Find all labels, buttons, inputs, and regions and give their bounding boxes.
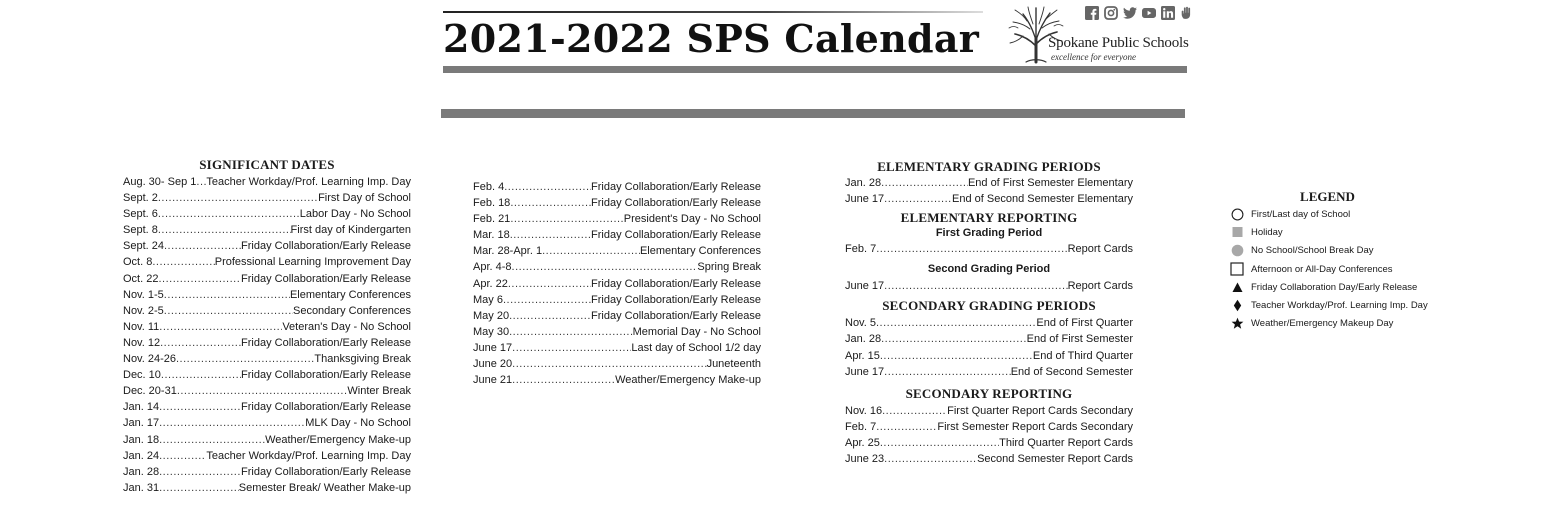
date-row xyxy=(845,364,1133,380)
date-row xyxy=(123,480,411,496)
row-date: Jan. 28 xyxy=(845,177,882,189)
star-icon xyxy=(1230,317,1244,331)
date-row xyxy=(473,292,761,308)
dot-leader xyxy=(159,399,241,415)
date-row xyxy=(473,340,761,356)
date-row xyxy=(845,348,1133,364)
date-row xyxy=(845,403,1133,419)
row-date: Nov. 24-26 xyxy=(123,353,176,366)
legend-label: Weather/Emergency Makeup Day xyxy=(1251,318,1394,330)
dot-leader xyxy=(509,308,591,324)
date-row xyxy=(845,315,1133,331)
row-event: Friday Collaboration/Early Release xyxy=(241,401,411,414)
row-event: End of First Semester xyxy=(1026,333,1133,346)
legend-item xyxy=(1230,223,1440,241)
date-row xyxy=(845,435,1133,451)
row-date: Feb. 18 xyxy=(473,197,511,210)
legend-label: Friday Collaboration Day/Early Release xyxy=(1251,281,1418,293)
row-event: Semester Break/ Weather Make-up xyxy=(238,481,411,494)
legend-section xyxy=(1230,189,1440,333)
significant-dates-heading: SIGNIFICANT DATES xyxy=(199,157,335,172)
date-row xyxy=(123,383,411,399)
row-event: Elementary Conferences xyxy=(639,245,761,258)
open-square-icon xyxy=(1230,262,1244,276)
row-date: Feb. 21 xyxy=(473,213,511,226)
first-grading-period-list xyxy=(845,241,1133,257)
dot-leader xyxy=(512,372,615,388)
row-date: Sept. 2 xyxy=(123,192,158,205)
dot-leader xyxy=(510,195,591,211)
row-event: First Day of School xyxy=(318,192,411,205)
row-date: Nov. 12 xyxy=(123,336,161,349)
elementary-reporting-heading: ELEMENTARY REPORTING xyxy=(900,210,1078,226)
row-date: Dec. 10 xyxy=(123,369,161,382)
row-event: End of Second Semester xyxy=(1010,365,1133,378)
date-row xyxy=(123,351,411,367)
first-grading-period-heading: First Grading Period xyxy=(935,227,1043,240)
date-row xyxy=(473,308,761,324)
row-event: Elementary Conferences xyxy=(289,288,411,301)
dot-leader xyxy=(508,276,591,292)
date-row xyxy=(123,399,411,415)
second-grading-period-list xyxy=(845,278,1133,294)
page-header xyxy=(443,0,1187,74)
row-date: June 17 xyxy=(845,193,885,206)
dot-leader xyxy=(159,480,239,496)
legend-item xyxy=(1230,242,1440,260)
row-event: First Semester Report Cards Secondary xyxy=(937,420,1133,433)
spring-dates-section xyxy=(473,179,761,388)
dot-leader xyxy=(510,227,591,243)
significant-dates-section xyxy=(123,157,411,496)
dot-leader xyxy=(882,403,947,419)
row-event: Teacher Workday/Prof. Learning Imp. Day xyxy=(206,176,411,188)
row-event: Third Quarter Report Cards xyxy=(999,436,1133,449)
row-date: June 17 xyxy=(473,341,513,354)
legend-label: Teacher Workday/Prof. Learning Imp. Day xyxy=(1251,300,1428,312)
section-divider-bar xyxy=(441,109,1185,118)
open-circle-icon xyxy=(1230,207,1244,221)
row-date: Jan. 14 xyxy=(123,401,160,414)
row-date: June 21 xyxy=(473,374,513,387)
row-date: Nov. 1-5 xyxy=(123,288,164,301)
row-event: Friday Collaboration/Early Release xyxy=(591,293,761,306)
row-event: Spring Break xyxy=(697,261,761,274)
dot-leader xyxy=(176,351,314,367)
dot-leader xyxy=(876,419,937,435)
row-event: President's Day - No School xyxy=(623,213,761,226)
date-row xyxy=(473,276,761,292)
row-date: Dec. 20-31 xyxy=(123,385,177,398)
row-date: Sept. 6 xyxy=(123,208,158,221)
row-event: Weather/Emergency Make-up xyxy=(265,433,411,446)
row-event: Weather/Emergency Make-up xyxy=(615,374,761,387)
dot-leader xyxy=(512,356,706,372)
row-date: May 20 xyxy=(473,309,510,322)
row-event: Labor Day - No School xyxy=(299,208,411,221)
row-event: Friday Collaboration/Early Release xyxy=(241,240,411,253)
dot-leader xyxy=(884,278,1067,294)
date-row xyxy=(845,451,1133,467)
row-date: June 17 xyxy=(845,365,885,378)
sps-logo[interactable] xyxy=(1006,4,1189,64)
row-date: Nov. 16 xyxy=(845,404,883,417)
date-row xyxy=(123,303,411,319)
row-date: Feb. 7 xyxy=(845,420,877,433)
date-row xyxy=(123,271,411,287)
date-row xyxy=(845,278,1133,294)
dot-leader xyxy=(159,448,206,464)
date-row xyxy=(473,179,761,195)
logo-name: Spokane Public Schools xyxy=(1048,35,1189,51)
dot-leader xyxy=(512,259,698,275)
dot-leader xyxy=(159,464,241,480)
header-divider-bar xyxy=(443,66,1187,73)
secondary-reporting-list xyxy=(845,403,1133,467)
date-row xyxy=(473,372,761,388)
date-row xyxy=(123,319,411,335)
dot-leader xyxy=(509,324,633,340)
row-date: Nov. 2-5 xyxy=(123,304,164,317)
row-event: Winter Break xyxy=(347,385,411,398)
dot-leader xyxy=(196,174,206,190)
row-date: Sept. 24 xyxy=(123,240,164,253)
dot-leader xyxy=(503,292,591,308)
significant-dates-list xyxy=(123,174,411,496)
dot-leader xyxy=(880,348,1033,364)
dot-leader xyxy=(510,211,623,227)
dot-leader xyxy=(158,222,291,238)
legend-label: No School/School Break Day xyxy=(1251,245,1374,257)
dot-leader xyxy=(158,190,318,206)
dot-leader xyxy=(161,367,241,383)
row-event: Veteran's Day - No School xyxy=(282,320,411,333)
date-row xyxy=(473,259,761,275)
date-row xyxy=(473,243,761,259)
row-date: Oct. 22 xyxy=(123,272,159,285)
row-date: May 30 xyxy=(473,325,510,338)
page-title: 2021-2022 SPS Calendar xyxy=(443,16,980,61)
elementary-grading-heading: ELEMENTARY GRADING PERIODS xyxy=(877,159,1101,174)
row-event: End of Second Semester Elementary xyxy=(952,193,1133,206)
dot-leader xyxy=(177,383,348,399)
date-row xyxy=(123,174,411,190)
row-event: Friday Collaboration/Early Release xyxy=(591,309,761,322)
dot-leader xyxy=(164,238,241,254)
dot-leader xyxy=(164,287,290,303)
legend-item xyxy=(1230,315,1440,333)
row-event: End of Third Quarter xyxy=(1032,349,1133,362)
row-event: Friday Collaboration/Early Release xyxy=(591,229,761,242)
dot-leader xyxy=(880,435,999,451)
row-event: MLK Day - No School xyxy=(305,417,411,430)
row-date: Aug. 30- Sep 1 xyxy=(123,176,197,188)
row-event: Friday Collaboration/Early Release xyxy=(241,272,411,285)
row-event: End of First Semester Elementary xyxy=(967,177,1133,189)
row-date: Mar. 18 xyxy=(473,229,510,242)
date-row xyxy=(123,367,411,383)
legend-item xyxy=(1230,205,1440,223)
row-event: Report Cards xyxy=(1067,280,1133,293)
row-event: Memorial Day - No School xyxy=(632,325,761,338)
row-event: First day of Kindergarten xyxy=(290,224,411,237)
row-event: Last day of School 1/2 day xyxy=(631,341,761,354)
logo-tagline: excellence for everyone xyxy=(1051,52,1136,62)
row-date: June 17 xyxy=(845,280,885,293)
grading-reporting-section xyxy=(845,159,1133,467)
row-event: Friday Collaboration/Early Release xyxy=(591,181,761,193)
row-event: Friday Collaboration/Early Release xyxy=(241,336,411,349)
row-date: Sept. 8 xyxy=(123,224,158,237)
row-date: June 20 xyxy=(473,358,513,371)
spring-dates-list xyxy=(473,179,761,388)
row-event: Teacher Workday/Prof. Learning Imp. Day xyxy=(206,449,411,462)
row-event: Second Semester Report Cards xyxy=(977,453,1133,466)
legend-item xyxy=(1230,260,1440,278)
row-date: Jan. 31 xyxy=(123,481,160,494)
date-row xyxy=(473,195,761,211)
row-date: Apr. 22 xyxy=(473,277,508,290)
triangle-icon xyxy=(1230,280,1244,294)
date-row xyxy=(123,415,411,431)
legend-item xyxy=(1230,278,1440,296)
diamond-icon xyxy=(1230,299,1244,313)
row-event: End of First Quarter xyxy=(1036,317,1133,330)
row-date: Apr. 4-8 xyxy=(473,261,512,274)
row-date: Nov. 5 xyxy=(845,317,876,330)
date-row xyxy=(473,356,761,372)
row-event: Report Cards xyxy=(1067,243,1133,256)
row-date: Jan. 28 xyxy=(845,333,882,346)
dot-leader xyxy=(876,315,1036,331)
row-date: Oct. 8 xyxy=(123,256,153,269)
row-date: Feb. 4 xyxy=(473,181,505,193)
legend-item xyxy=(1230,296,1440,314)
dot-leader xyxy=(152,254,214,270)
dot-leader xyxy=(504,179,591,195)
row-event: Friday Collaboration/Early Release xyxy=(241,465,411,478)
legend-label: Holiday xyxy=(1251,226,1283,238)
dot-leader xyxy=(881,175,968,191)
date-row xyxy=(123,448,411,464)
dot-leader xyxy=(876,241,1067,257)
row-event: Friday Collaboration/Early Release xyxy=(241,369,411,382)
date-row xyxy=(473,227,761,243)
date-row xyxy=(473,211,761,227)
dot-leader xyxy=(158,206,300,222)
legend-heading: LEGEND xyxy=(1300,189,1355,204)
dot-leader xyxy=(159,415,305,431)
dot-leader xyxy=(159,319,282,335)
row-date: Feb. 7 xyxy=(845,243,877,256)
secondary-grading-list xyxy=(845,315,1133,379)
dot-leader xyxy=(158,271,241,287)
legend-list xyxy=(1230,205,1440,333)
date-row xyxy=(123,335,411,351)
legend-label: First/Last day of School xyxy=(1251,208,1351,220)
row-event: Friday Collaboration/Early Release xyxy=(591,277,761,290)
date-row xyxy=(123,238,411,254)
row-date: Apr. 15 xyxy=(845,349,880,362)
dot-leader xyxy=(160,335,241,351)
row-date: Jan. 17 xyxy=(123,417,160,430)
date-row xyxy=(123,464,411,480)
date-row xyxy=(845,331,1133,347)
row-date: Apr. 25 xyxy=(845,436,880,449)
dot-leader xyxy=(159,432,265,448)
gray-square-icon xyxy=(1230,225,1244,239)
date-row xyxy=(123,254,411,270)
gray-circle-icon xyxy=(1230,244,1244,258)
date-row xyxy=(123,206,411,222)
secondary-reporting-heading: SECONDARY REPORTING xyxy=(905,385,1073,401)
dot-leader xyxy=(884,451,977,467)
date-row xyxy=(123,190,411,206)
secondary-grading-heading: SECONDARY GRADING PERIODS xyxy=(882,298,1096,314)
date-row xyxy=(123,222,411,238)
row-event: Juneteenth xyxy=(706,358,761,371)
row-date: Jan. 24 xyxy=(123,449,160,462)
date-row xyxy=(845,175,1133,191)
dot-leader xyxy=(881,331,1027,347)
row-event: Friday Collaboration/Early Release xyxy=(591,197,761,210)
row-date: Jan. 18 xyxy=(123,433,160,446)
row-date: Nov. 11 xyxy=(123,320,160,333)
dot-leader xyxy=(884,364,1011,380)
row-event: Professional Learning Improvement Day xyxy=(214,256,411,269)
row-event: Secondary Conferences xyxy=(292,304,411,317)
row-date: Mar. 28-Apr. 1 xyxy=(473,245,543,258)
dot-leader xyxy=(164,303,293,319)
row-date: Jan. 28 xyxy=(123,465,160,478)
elementary-grading-list xyxy=(845,175,1133,207)
second-grading-period-heading: Second Grading Period xyxy=(927,263,1051,276)
dot-leader xyxy=(512,340,631,356)
date-row xyxy=(123,287,411,303)
dot-leader xyxy=(542,243,640,259)
row-event: Thanksgiving Break xyxy=(314,353,411,366)
date-row xyxy=(845,191,1133,207)
row-date: May 6 xyxy=(473,293,503,306)
date-row xyxy=(123,432,411,448)
legend-label: Afternoon or All-Day Conferences xyxy=(1251,263,1393,275)
dot-leader xyxy=(884,191,952,207)
date-row xyxy=(473,324,761,340)
row-event: First Quarter Report Cards Secondary xyxy=(947,404,1133,417)
date-row xyxy=(845,419,1133,435)
row-date: June 23 xyxy=(845,453,885,466)
date-row xyxy=(845,241,1133,257)
